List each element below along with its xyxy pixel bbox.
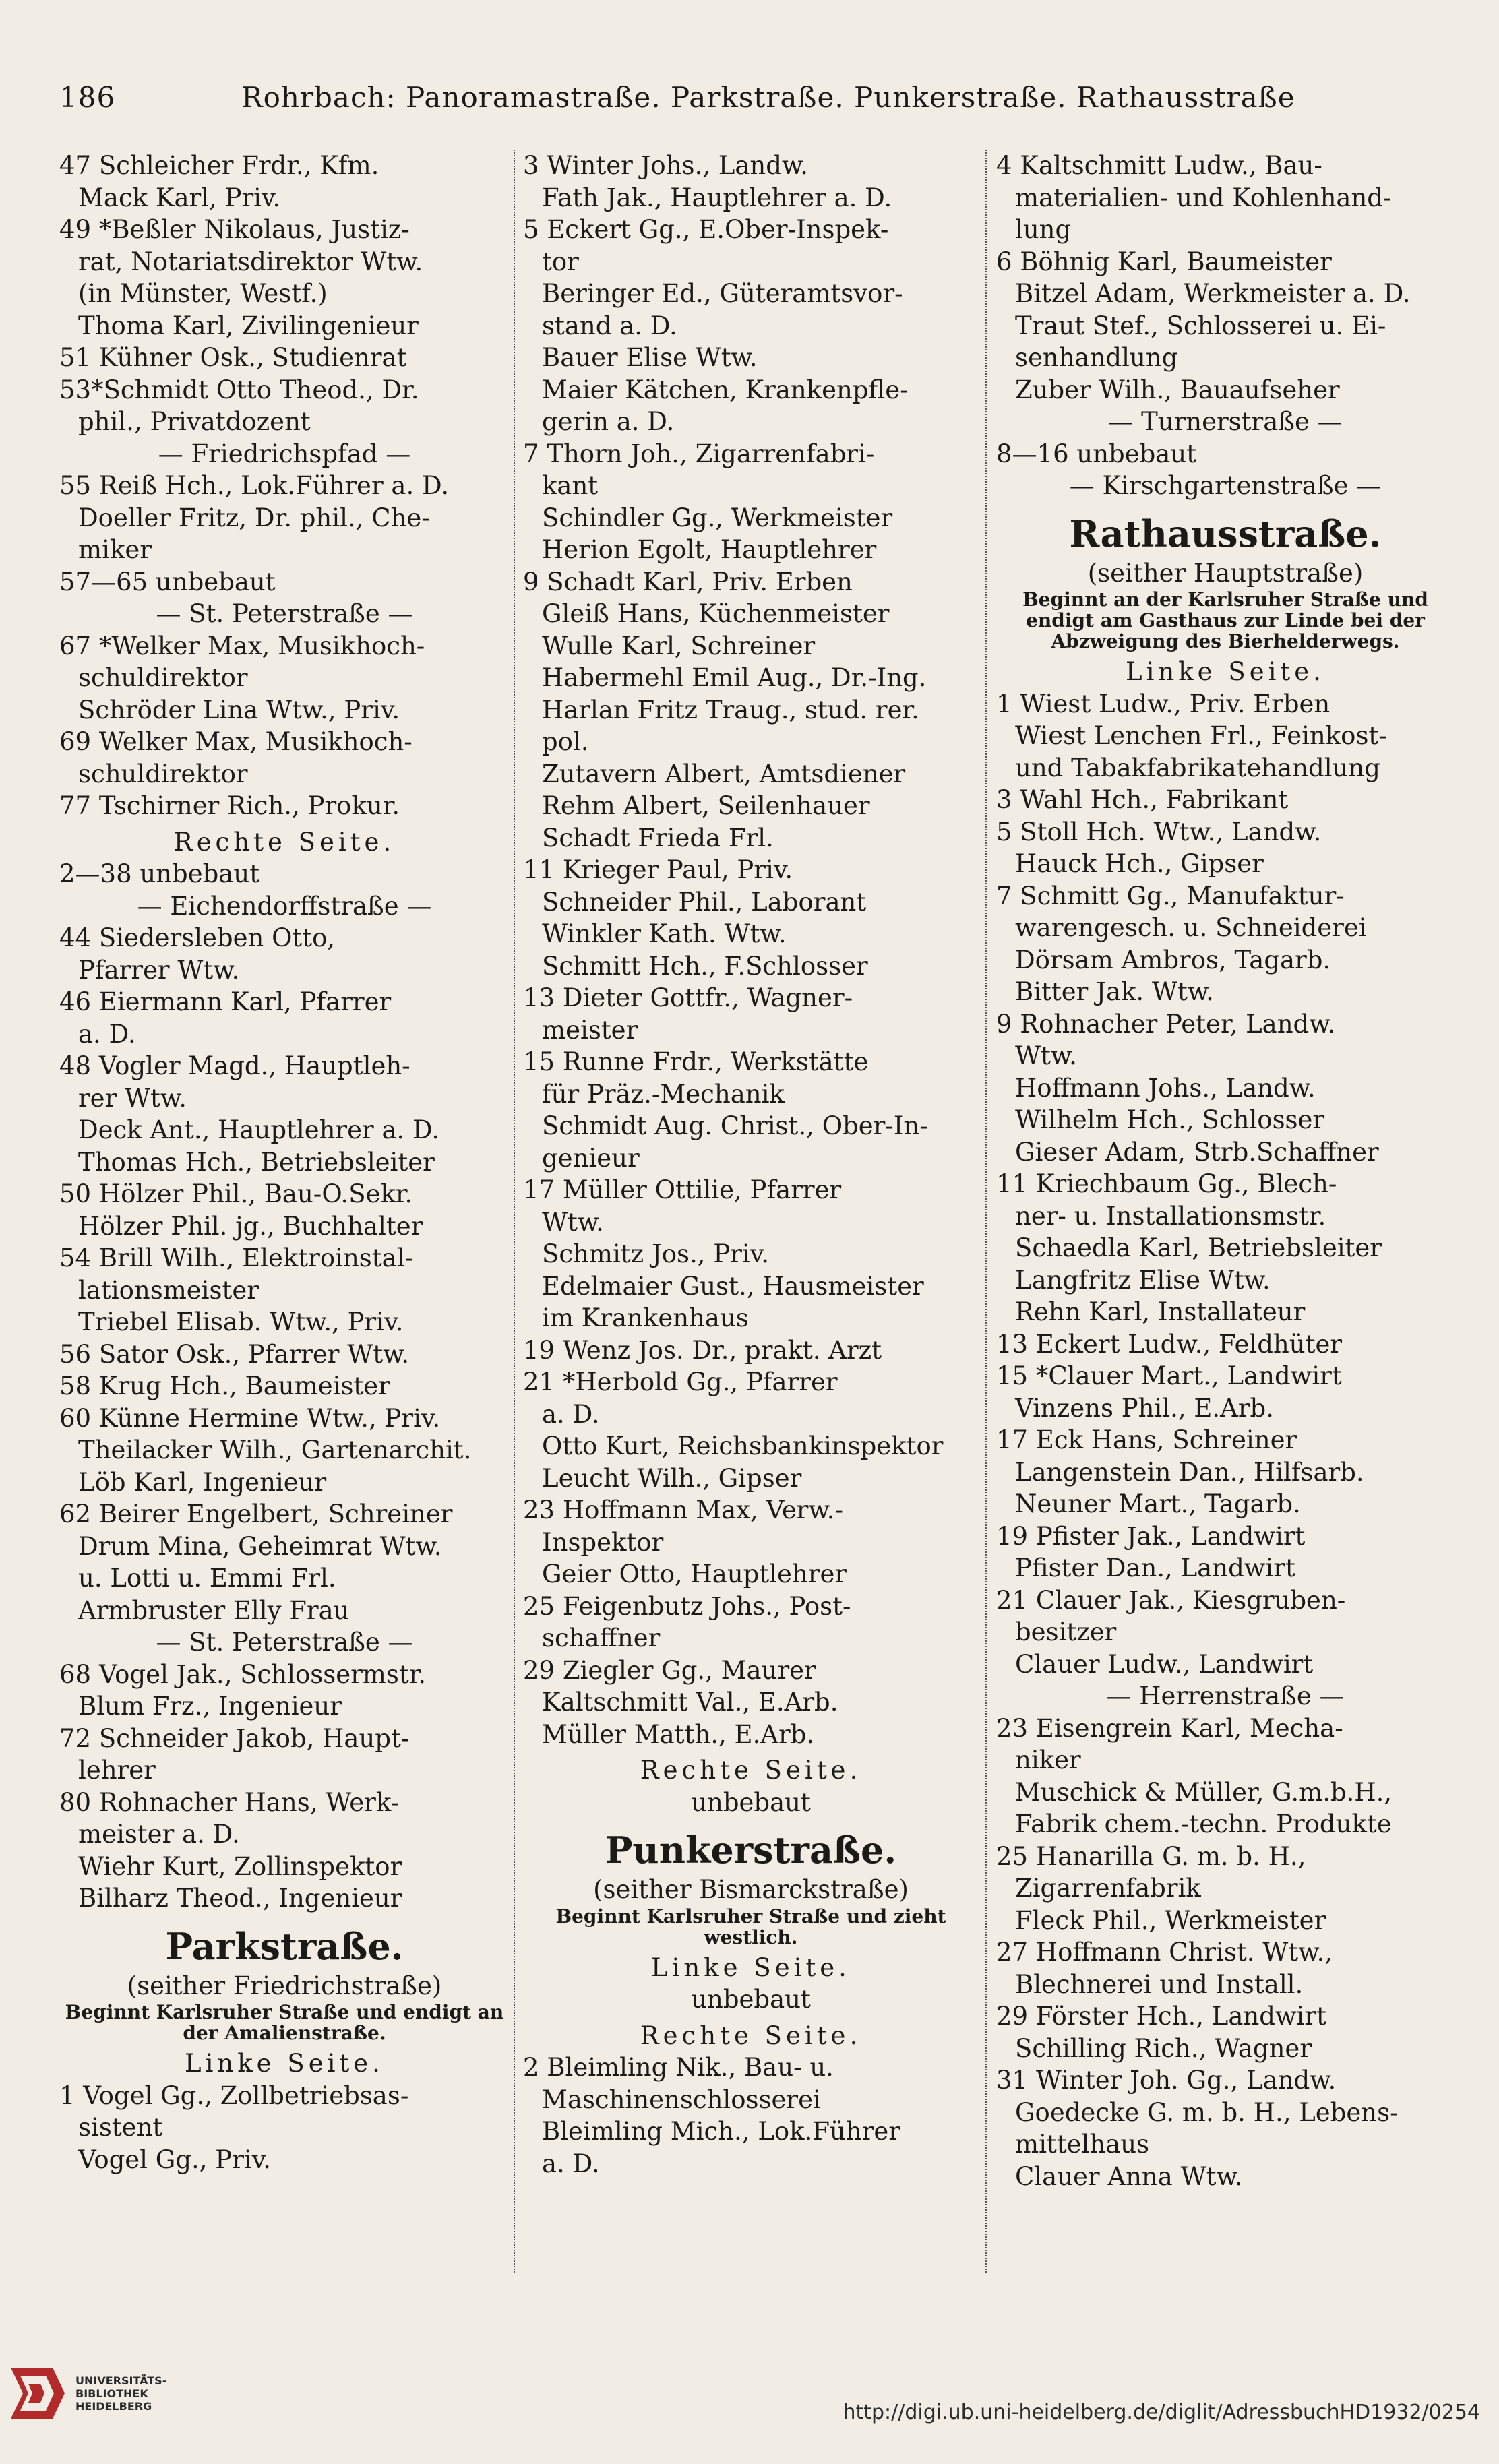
- column-divider: [985, 150, 987, 2273]
- directory-subentry: warengesch. u. Schneiderei: [1015, 913, 1367, 942]
- street-former-name: (seither Hauptstraße): [1087, 558, 1364, 588]
- page-number: 186: [59, 81, 116, 114]
- directory-subentry: Wilhelm Hch., Schlosser: [1015, 1105, 1325, 1134]
- directory-subentry: materialien- und Kohlenhand-: [1015, 183, 1392, 212]
- directory-subentry: Vogel Gg., Priv.: [78, 2145, 271, 2174]
- directory-entry: 17 Müller Ottilie, Pfarrer: [523, 1175, 842, 1204]
- directory-entry: 25 Feigenbutz Johs., Post-: [523, 1591, 851, 1621]
- directory-subentry: Beringer Ed., Güteramtsvor-: [542, 279, 903, 308]
- side-heading: Linke Seite.: [1126, 657, 1325, 686]
- directory-subentry: lehrer: [78, 1756, 156, 1785]
- directory-subentry: Gleiß Hans, Küchenmeister: [542, 599, 890, 628]
- street-crossing: — St. Peterstraße —: [156, 1628, 413, 1657]
- directory-subentry: im Krankenhaus: [542, 1303, 749, 1332]
- directory-entry: 19 Pfister Jak., Landwirt: [996, 1521, 1306, 1551]
- directory-entry: 46 Eiermann Karl, Pfarrer: [59, 987, 392, 1016]
- street-crossing: — Kirschgartenstraße —: [1069, 471, 1382, 500]
- directory-entry: 54 Brill Wilh., Elektroinstal-: [59, 1243, 414, 1272]
- directory-subentry: Leucht Wilh., Gipser: [542, 1463, 802, 1493]
- directory-entry: 2 Bleimling Nik., Bau- u.: [523, 2053, 834, 2082]
- directory-subentry: Schneider Phil., Laborant: [542, 887, 867, 917]
- directory-subentry: Wulle Karl, Schreiner: [542, 631, 816, 660]
- directory-subentry: Bauer Elise Wtw.: [542, 343, 758, 372]
- directory-subentry: schuldirektor: [78, 663, 248, 692]
- directory-subentry: und Tabakfabrikatehandlung: [1015, 753, 1380, 782]
- directory-entry: 51 Kühner Osk., Studienrat: [59, 343, 407, 372]
- directory-entry: 47 Schleicher Frdr., Kfm.: [59, 151, 379, 180]
- directory-entry: 25 Hanarilla G. m. b. H.,: [996, 1841, 1306, 1871]
- directory-entry: 4 Kaltschmitt Ludw., Bau-: [996, 151, 1322, 180]
- column-3: [996, 150, 1455, 2192]
- directory-subentry: meister: [542, 1015, 638, 1045]
- directory-subentry: Bleimling Mich., Lok.Führer: [542, 2117, 900, 2146]
- directory-subentry: Schmidt Aug. Christ., Ober-In-: [542, 1111, 928, 1140]
- directory-subentry: schaffner: [542, 1624, 661, 1653]
- directory-subentry: Muschick & Müller, G.m.b.H.,: [1015, 1777, 1393, 1807]
- directory-subentry: Schilling Rich., Wagner: [1015, 2033, 1312, 2063]
- directory-entry: 31 Winter Joh. Gg., Landw.: [996, 2066, 1337, 2095]
- directory-entry: unbebaut: [691, 1787, 811, 1817]
- directory-subentry: Rehm Albert, Seilenhauer: [542, 791, 870, 820]
- directory-entry: 57—65 unbebaut: [59, 567, 276, 596]
- street-description: Beginnt Karlsruher Straße und zieht westlich.: [555, 1905, 946, 1948]
- directory-subentry: schuldirektor: [78, 759, 248, 789]
- directory-entry: 2—38 unbebaut: [59, 859, 260, 888]
- directory-subentry: rat, Notariatsdirektor Wtw.: [78, 247, 423, 276]
- directory-entry: 21 *Herbold Gg., Pfarrer: [523, 1367, 838, 1396]
- directory-entry: 7 Thorn Joh., Zigarrenfabri-: [523, 439, 875, 468]
- directory-entry: 9 Schadt Karl, Priv. Erben: [523, 567, 853, 596]
- street-heading: Parkstraße.: [165, 1924, 404, 1968]
- directory-subentry: Blum Frz., Ingenieur: [78, 1692, 342, 1721]
- directory-subentry: Otto Kurt, Reichsbankinspektor: [542, 1431, 944, 1460]
- directory-entry: 23 Eisengrein Karl, Mecha-: [996, 1713, 1343, 1743]
- directory-subentry: Hoffmann Johs., Landw.: [1015, 1073, 1316, 1103]
- directory-entry: 1 Wiest Ludw., Priv. Erben: [996, 689, 1330, 718]
- directory-subentry: a. D.: [542, 2149, 600, 2178]
- directory-subentry: Triebel Elisab. Wtw., Priv.: [78, 1307, 404, 1336]
- directory-subentry: Mack Karl, Priv.: [78, 183, 281, 212]
- directory-subentry: Zigarrenfabrik: [1015, 1874, 1201, 1903]
- directory-subentry: ner- u. Installationsmstr.: [1015, 1201, 1326, 1231]
- directory-subentry: Kaltschmitt Val., E.Arb.: [542, 1688, 838, 1717]
- directory-subentry: Habermehl Emil Aug., Dr.-Ing.: [542, 663, 927, 692]
- directory-subentry: tor: [542, 247, 579, 276]
- directory-entry: 48 Vogler Magd., Hauptleh-: [59, 1051, 410, 1080]
- directory-entry: 8—16 unbebaut: [996, 439, 1197, 468]
- directory-entry: 55 Reiß Hch., Lok.Führer a. D.: [59, 471, 450, 500]
- directory-subentry: Rehn Karl, Installateur: [1015, 1297, 1306, 1326]
- directory-subentry: Harlan Fritz Traug., stud. rer.: [542, 695, 919, 725]
- directory-entry: 9 Rohnacher Peter, Landw.: [996, 1009, 1336, 1039]
- directory-entry: 60 Künne Hermine Wtw., Priv.: [59, 1403, 441, 1433]
- directory-entry: 11 Kriechbaum Gg., Blech-: [996, 1169, 1337, 1198]
- directory-subentry: Wiehr Kurt, Zollinspektor: [78, 1851, 402, 1881]
- side-heading: Linke Seite.: [651, 1952, 851, 1982]
- directory-subentry: lationsmeister: [78, 1275, 259, 1305]
- directory-entry: 13 Eckert Ludw., Feldhüter: [996, 1329, 1343, 1359]
- directory-subentry: kant: [542, 471, 599, 500]
- side-heading: Rechte Seite.: [640, 1756, 862, 1785]
- directory-entry: 72 Schneider Jakob, Haupt-: [59, 1723, 410, 1753]
- directory-subentry: Winkler Kath. Wtw.: [542, 919, 787, 948]
- directory-subentry: Blechnerei und Install.: [1015, 1969, 1304, 1999]
- running-title: Rohrbach: Panoramastraße. Parkstraße. Punkerstraße. Rathausstraße: [241, 81, 1295, 114]
- street-crossing: — Herrenstraße —: [1106, 1682, 1345, 1711]
- library-logo[interactable]: [0, 2356, 202, 2430]
- directory-subentry: miker: [78, 535, 152, 564]
- directory-subentry: Clauer Ludw., Landwirt: [1015, 1649, 1314, 1679]
- directory-entry: 56 Sator Osk., Pfarrer Wtw.: [59, 1339, 410, 1369]
- directory-subentry: Wtw.: [1015, 1041, 1077, 1070]
- logo-line: UNIVERSITÄTS-: [75, 2374, 167, 2387]
- column-1: [59, 150, 510, 2176]
- directory-entry: 80 Rohnacher Hans, Werk-: [59, 1787, 400, 1817]
- directory-subentry: Deck Ant., Hauptlehrer a. D.: [78, 1115, 440, 1144]
- directory-entry: 3 Winter Johs., Landw.: [523, 151, 808, 180]
- logo-line: BIBLIOTHEK: [75, 2386, 148, 2400]
- street-crossing: — Eichendorffstraße —: [137, 891, 432, 921]
- street-heading: Punkerstraße.: [605, 1828, 897, 1872]
- directory-entry: 1 Vogel Gg., Zollbetriebsas-: [59, 2081, 409, 2110]
- directory-entry: 49 *Beßler Nikolaus, Justiz-: [59, 215, 410, 244]
- column-divider: [514, 150, 515, 2273]
- directory-subentry: Pfarrer Wtw.: [78, 955, 240, 985]
- directory-subentry: Wiest Lenchen Frl., Feinkost-: [1015, 721, 1387, 750]
- directory-subentry: Gieser Adam, Strb.Schaffner: [1015, 1137, 1379, 1167]
- directory-subentry: Armbruster Elly Frau: [78, 1595, 350, 1625]
- side-heading: Rechte Seite.: [173, 827, 396, 857]
- directory-subentry: Pfister Dan., Landwirt: [1015, 1553, 1295, 1582]
- directory-subentry: a. D.: [542, 1399, 600, 1429]
- directory-entry: 62 Beirer Engelbert, Schreiner: [59, 1500, 453, 1529]
- directory-subentry: Maschinenschlosserei: [542, 2085, 821, 2114]
- directory-subentry: Löb Karl, Ingenieur: [78, 1467, 327, 1497]
- directory-subentry: Geier Otto, Hauptlehrer: [542, 1560, 847, 1589]
- page-header: [59, 81, 1441, 128]
- logo-line: HEIDELBERG: [75, 2399, 152, 2413]
- directory-subentry: Drum Mina, Geheimrat Wtw.: [78, 1531, 442, 1561]
- directory-entry: 5 Stoll Hch. Wtw., Landw.: [996, 817, 1322, 846]
- directory-subentry: Zuber Wilh., Bauaufseher: [1015, 375, 1340, 404]
- directory-subentry: Müller Matth., E.Arb.: [542, 1719, 815, 1749]
- directory-entry: unbebaut: [691, 1985, 811, 2014]
- directory-subentry: Schmitt Hch., F.Schlosser: [542, 951, 868, 981]
- directory-subentry: Schadt Frieda Frl.: [542, 823, 774, 853]
- directory-subentry: gerin a. D.: [542, 407, 675, 436]
- directory-subentry: Langenstein Dan., Hilfsarb.: [1015, 1457, 1364, 1487]
- directory-subentry: Neuner Mart., Tagarb.: [1015, 1489, 1301, 1518]
- directory-subentry: besitzer: [1015, 1618, 1117, 1646]
- street-description: Beginnt Karlsruher Straße und endigt an der Amalienstraße.: [65, 2001, 504, 2044]
- directory-subentry: Hölzer Phil. jg., Buchhalter: [78, 1211, 423, 1241]
- directory-subentry: Thomas Hch., Betriebsleiter: [78, 1147, 435, 1177]
- directory-subentry: Fath Jak., Hauptlehrer a. D.: [542, 183, 892, 212]
- directory-entry: 17 Eck Hans, Schreiner: [996, 1425, 1297, 1454]
- street-former-name: (seither Friedrichstraße): [127, 1971, 442, 2000]
- directory-entry: 3 Wahl Hch., Fabrikant: [996, 785, 1289, 814]
- street-description: Beginnt an der Karlsruher Straße und endigt am Gasthaus zur Linde bei der Abzweigung des Bierhelderwegs.: [1022, 588, 1428, 652]
- directory-subentry: rer Wtw.: [78, 1083, 187, 1113]
- directory-entry: 5 Eckert Gg., E.Ober-Inspek-: [523, 215, 889, 244]
- directory-subentry: Bitter Jak. Wtw.: [1015, 977, 1214, 1006]
- directory-subentry: a. D.: [78, 1019, 136, 1049]
- directory-entry: 58 Krug Hch., Baumeister: [59, 1372, 390, 1400]
- directory-subentry: phil., Privatdozent: [78, 407, 311, 436]
- directory-entry: 29 Förster Hch., Landwirt: [996, 2002, 1326, 2031]
- directory-entry: 67 *Welker Max, Musikhoch-: [59, 631, 425, 660]
- directory-entry: 77 Tschirner Rich., Prokur.: [59, 791, 400, 820]
- directory-subentry: Herion Egolt, Hauptlehrer: [542, 535, 877, 564]
- directory-subentry: Hauck Hch., Gipser: [1015, 849, 1264, 878]
- directory-subentry: für Präz.-Mechanik: [542, 1079, 785, 1109]
- directory-subentry: Schaedla Karl, Betriebsleiter: [1015, 1233, 1382, 1262]
- directory-entry: 44 Siedersleben Otto,: [59, 923, 336, 952]
- directory-entry: 27 Hoffmann Christ. Wtw.,: [996, 1938, 1333, 1967]
- directory-subentry: lung: [1015, 215, 1072, 244]
- column-2: [523, 150, 979, 2180]
- directory-entry: 21 Clauer Jak., Kiesgruben-: [996, 1585, 1346, 1615]
- directory-subentry: niker: [1015, 1746, 1081, 1775]
- street-heading: Rathausstraße.: [1069, 512, 1382, 555]
- library-seal-icon: [5, 2361, 70, 2426]
- directory-entry: 69 Welker Max, Musikhoch-: [59, 727, 412, 756]
- directory-subentry: mittelhaus: [1015, 2130, 1150, 2159]
- directory-entry: 15 *Clauer Mart., Landwirt: [996, 1361, 1342, 1390]
- directory-subentry: Vinzens Phil., E.Arb.: [1015, 1393, 1275, 1423]
- directory-subentry: pol.: [542, 727, 589, 756]
- directory-subentry: stand a. D.: [542, 311, 677, 340]
- directory-subentry: Zutavern Albert, Amtsdiener: [542, 759, 906, 789]
- directory-subentry: Schindler Gg., Werkmeister: [542, 503, 893, 532]
- directory-subentry: Theilacker Wilh., Gartenarchit.: [78, 1436, 472, 1465]
- directory-subentry: Clauer Anna Wtw.: [1015, 2161, 1243, 2191]
- street-crossing: — Friedrichspfad —: [158, 439, 411, 468]
- directory-subentry: senhandlung: [1015, 343, 1178, 372]
- street-crossing: — St. Peterstraße —: [156, 599, 413, 628]
- directory-subentry: Goedecke G. m. b. H., Lebens-: [1015, 2097, 1399, 2127]
- source-url-link[interactable]: http://digi.ub.uni-heidelberg.de/diglit/AdressbuchHD1932/0254: [843, 2401, 1480, 2424]
- directory-entry: 50 Hölzer Phil., Bau-O.Sekr.: [59, 1179, 413, 1208]
- directory-subentry: Langfritz Elise Wtw.: [1015, 1265, 1271, 1295]
- side-heading: Linke Seite.: [185, 2049, 384, 2078]
- directory-subentry: Traut Stef., Schlosserei u. Ei-: [1015, 311, 1386, 340]
- directory-entry: 29 Ziegler Gg., Maurer: [523, 1655, 816, 1685]
- directory-subentry: meister a. D.: [78, 1820, 240, 1849]
- directory-subentry: u. Lotti u. Emmi Frl.: [78, 1564, 336, 1593]
- directory-subentry: Schmitz Jos., Priv.: [542, 1239, 770, 1268]
- directory-subentry: (in Münster, Westf.): [78, 279, 328, 308]
- directory-subentry: Fleck Phil., Werkmeister: [1015, 1905, 1326, 1935]
- directory-subentry: Dörsam Ambros, Tagarb.: [1015, 945, 1331, 975]
- directory-entry: 68 Vogel Jak., Schlossermstr.: [59, 1659, 427, 1689]
- directory-entry: 53*Schmidt Otto Theod., Dr.: [59, 375, 419, 404]
- directory-entry: 15 Runne Frdr., Werkstätte: [523, 1047, 869, 1076]
- directory-entry: 11 Krieger Paul, Priv.: [523, 855, 793, 884]
- directory-subentry: Fabrik chem.-techn. Produkte: [1015, 1810, 1392, 1839]
- street-former-name: (seither Bismarckstraße): [593, 1875, 909, 1904]
- directory-subentry: Thoma Karl, Zivilingenieur: [78, 311, 419, 340]
- library-name: [75, 2374, 166, 2413]
- directory-subentry: genieur: [542, 1143, 640, 1173]
- directory-subentry: Maier Kätchen, Krankenpfle-: [542, 375, 909, 404]
- directory-entry: 13 Dieter Gottfr., Wagner-: [523, 983, 853, 1012]
- directory-subentry: Inspektor: [542, 1527, 664, 1557]
- side-heading: Rechte Seite.: [640, 2021, 862, 2050]
- directory-entry: 23 Hoffmann Max, Verw.-: [523, 1496, 844, 1524]
- directory-entry: 7 Schmitt Gg., Manufaktur-: [996, 881, 1345, 911]
- directory-subentry: Bilharz Theod., Ingenieur: [78, 1884, 402, 1913]
- directory-subentry: Wtw.: [542, 1207, 604, 1237]
- directory-subentry: sistent: [78, 2113, 163, 2142]
- directory-subentry: Doeller Fritz, Dr. phil., Che-: [78, 503, 430, 532]
- directory-subentry: Schröder Lina Wtw., Priv.: [78, 695, 400, 725]
- directory-entry: 19 Wenz Jos. Dr., prakt. Arzt: [523, 1335, 882, 1365]
- directory-subentry: Bitzel Adam, Werkmeister a. D.: [1015, 279, 1411, 308]
- directory-entry: 6 Böhnig Karl, Baumeister: [996, 247, 1332, 276]
- directory-subentry: Edelmaier Gust., Hausmeister: [542, 1271, 924, 1301]
- street-crossing: — Turnerstraße —: [1108, 407, 1343, 436]
